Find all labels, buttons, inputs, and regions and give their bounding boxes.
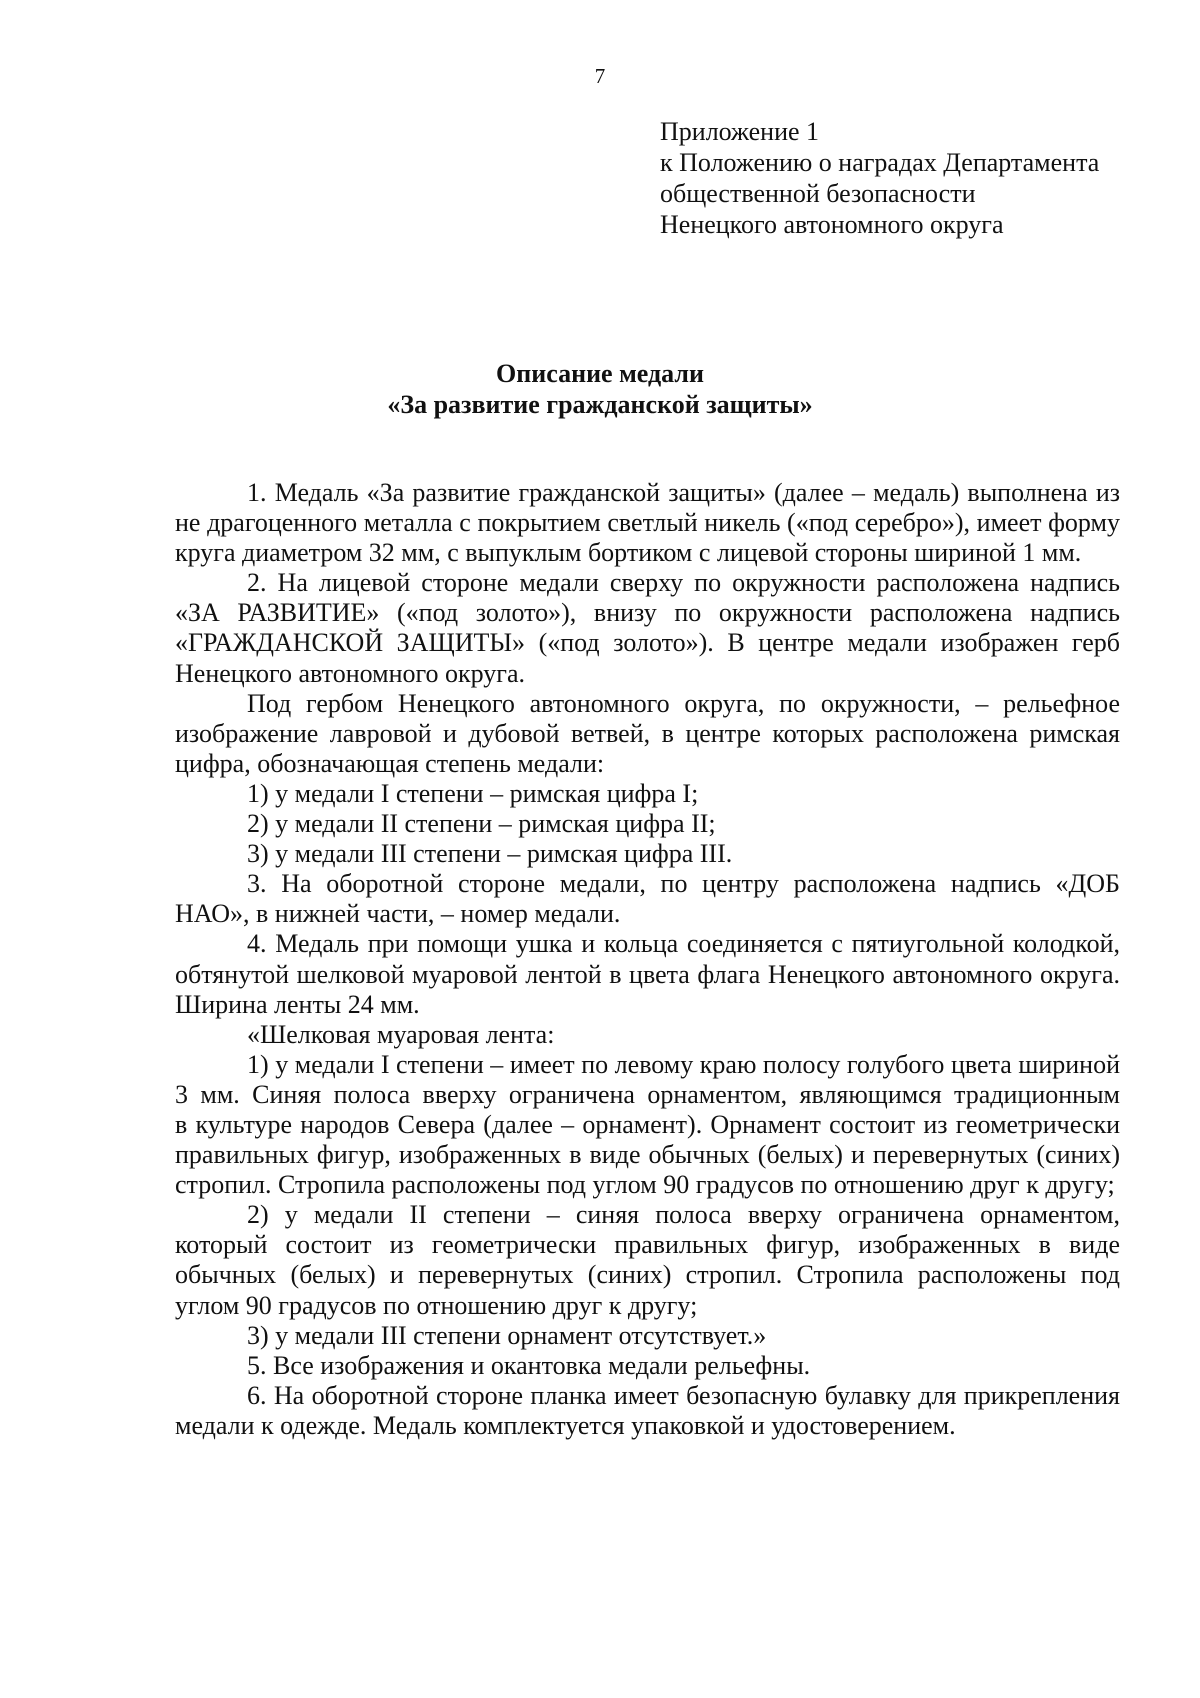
appendix-line: Приложение 1 xyxy=(660,117,820,146)
paragraph: 5. Все изображения и окантовка медали рельефны. xyxy=(247,1350,811,1380)
paragraph: «Шелковая муаровая лента: xyxy=(247,1019,555,1049)
paragraph: Под гербом Ненецкого автономного округа, по окружности, – рельефное изображение лавровой и дубовой ветвей, в центре которых расположена римская цифра, обозначающая степень медали: xyxy=(175,688,1120,778)
appendix-block xyxy=(660,116,1180,240)
document-body xyxy=(175,478,1120,1441)
title-line-1: Описание медали xyxy=(496,359,704,388)
paragraph: 1. Медаль «За развитие гражданской защиты» (далее – медаль) выполнена из не драгоценного металла с покрытием светлый никель («под серебро»), имеет форму круга диаметром 32 мм, с выпуклым бортиком с лицевой стороны шириной 1 мм. xyxy=(175,478,1120,568)
paragraph: в культуре народов Севера (далее – орнамент). Орнамент состоит из геометрически правильных фигур, изображенных в виде обычных (белых) и перевернутых (синих) стропил. Стропила расположены под углом 90 градусов по отношению друг к другу; xyxy=(175,1109,1120,1200)
paragraph: 2) у медали II степени – римская цифра II; xyxy=(247,809,716,839)
page-number: 7 xyxy=(594,64,606,88)
document-title xyxy=(0,358,1200,420)
paragraph: 1) у медали I степени – римская цифра I; xyxy=(247,778,699,808)
paragraph: 2) у медали II степени – синяя полоса вверху ограничена орнаментом, который состоит из геометрически правильных фигур, изображенных в виде обычных (белых) и перевернутых (синих) стропил. Стропила расположены под углом 90 градусов по отношению друг к другу; xyxy=(175,1200,1120,1320)
paragraph: 3) у медали III степени – римская цифра III. xyxy=(247,839,733,869)
paragraph: 6. На оборотной стороне планка имеет безопасную булавку для прикрепления медали к одежде. Медаль комплектуется упаковкой и удостоверением. xyxy=(175,1380,1120,1440)
appendix-line: к Положению о наградах Департамента xyxy=(660,148,1100,177)
title-line-2: «За развитие гражданской защиты» xyxy=(387,390,813,419)
paragraph: 4. Медаль при помощи ушка и кольца соединяется с пятиугольной колодкой, обтянутой шелковой муаровой лентой в цвета флага Ненецкого автономного округа. Ширина ленты 24 мм. xyxy=(175,929,1120,1019)
appendix-line: Ненецкого автономного округа xyxy=(660,210,1004,239)
paragraph: 1) у медали I степени – имеет по левому краю полосу голубого цвета шириной 3 мм. Синяя полоса вверху ограничена орнаментом, являющимся традиционным xyxy=(175,1049,1120,1109)
paragraph: 3) у медали III степени орнамент отсутствует.» xyxy=(247,1320,767,1350)
paragraph: 2. На лицевой стороне медали сверху по окружности расположена надпись «ЗА РАЗВИТИЕ» («под золото»), внизу по окружности расположена надпись «ГРАЖДАНСКОЙ ЗАЩИТЫ» («под золото»). В центре медали изображен герб Ненецкого автономного округа. xyxy=(175,568,1120,688)
paragraph: 3. На оборотной стороне медали, по центру расположена надпись «ДОБ НАО», в нижней части, – номер медали. xyxy=(175,869,1120,929)
appendix-line: общественной безопасности xyxy=(660,179,976,208)
